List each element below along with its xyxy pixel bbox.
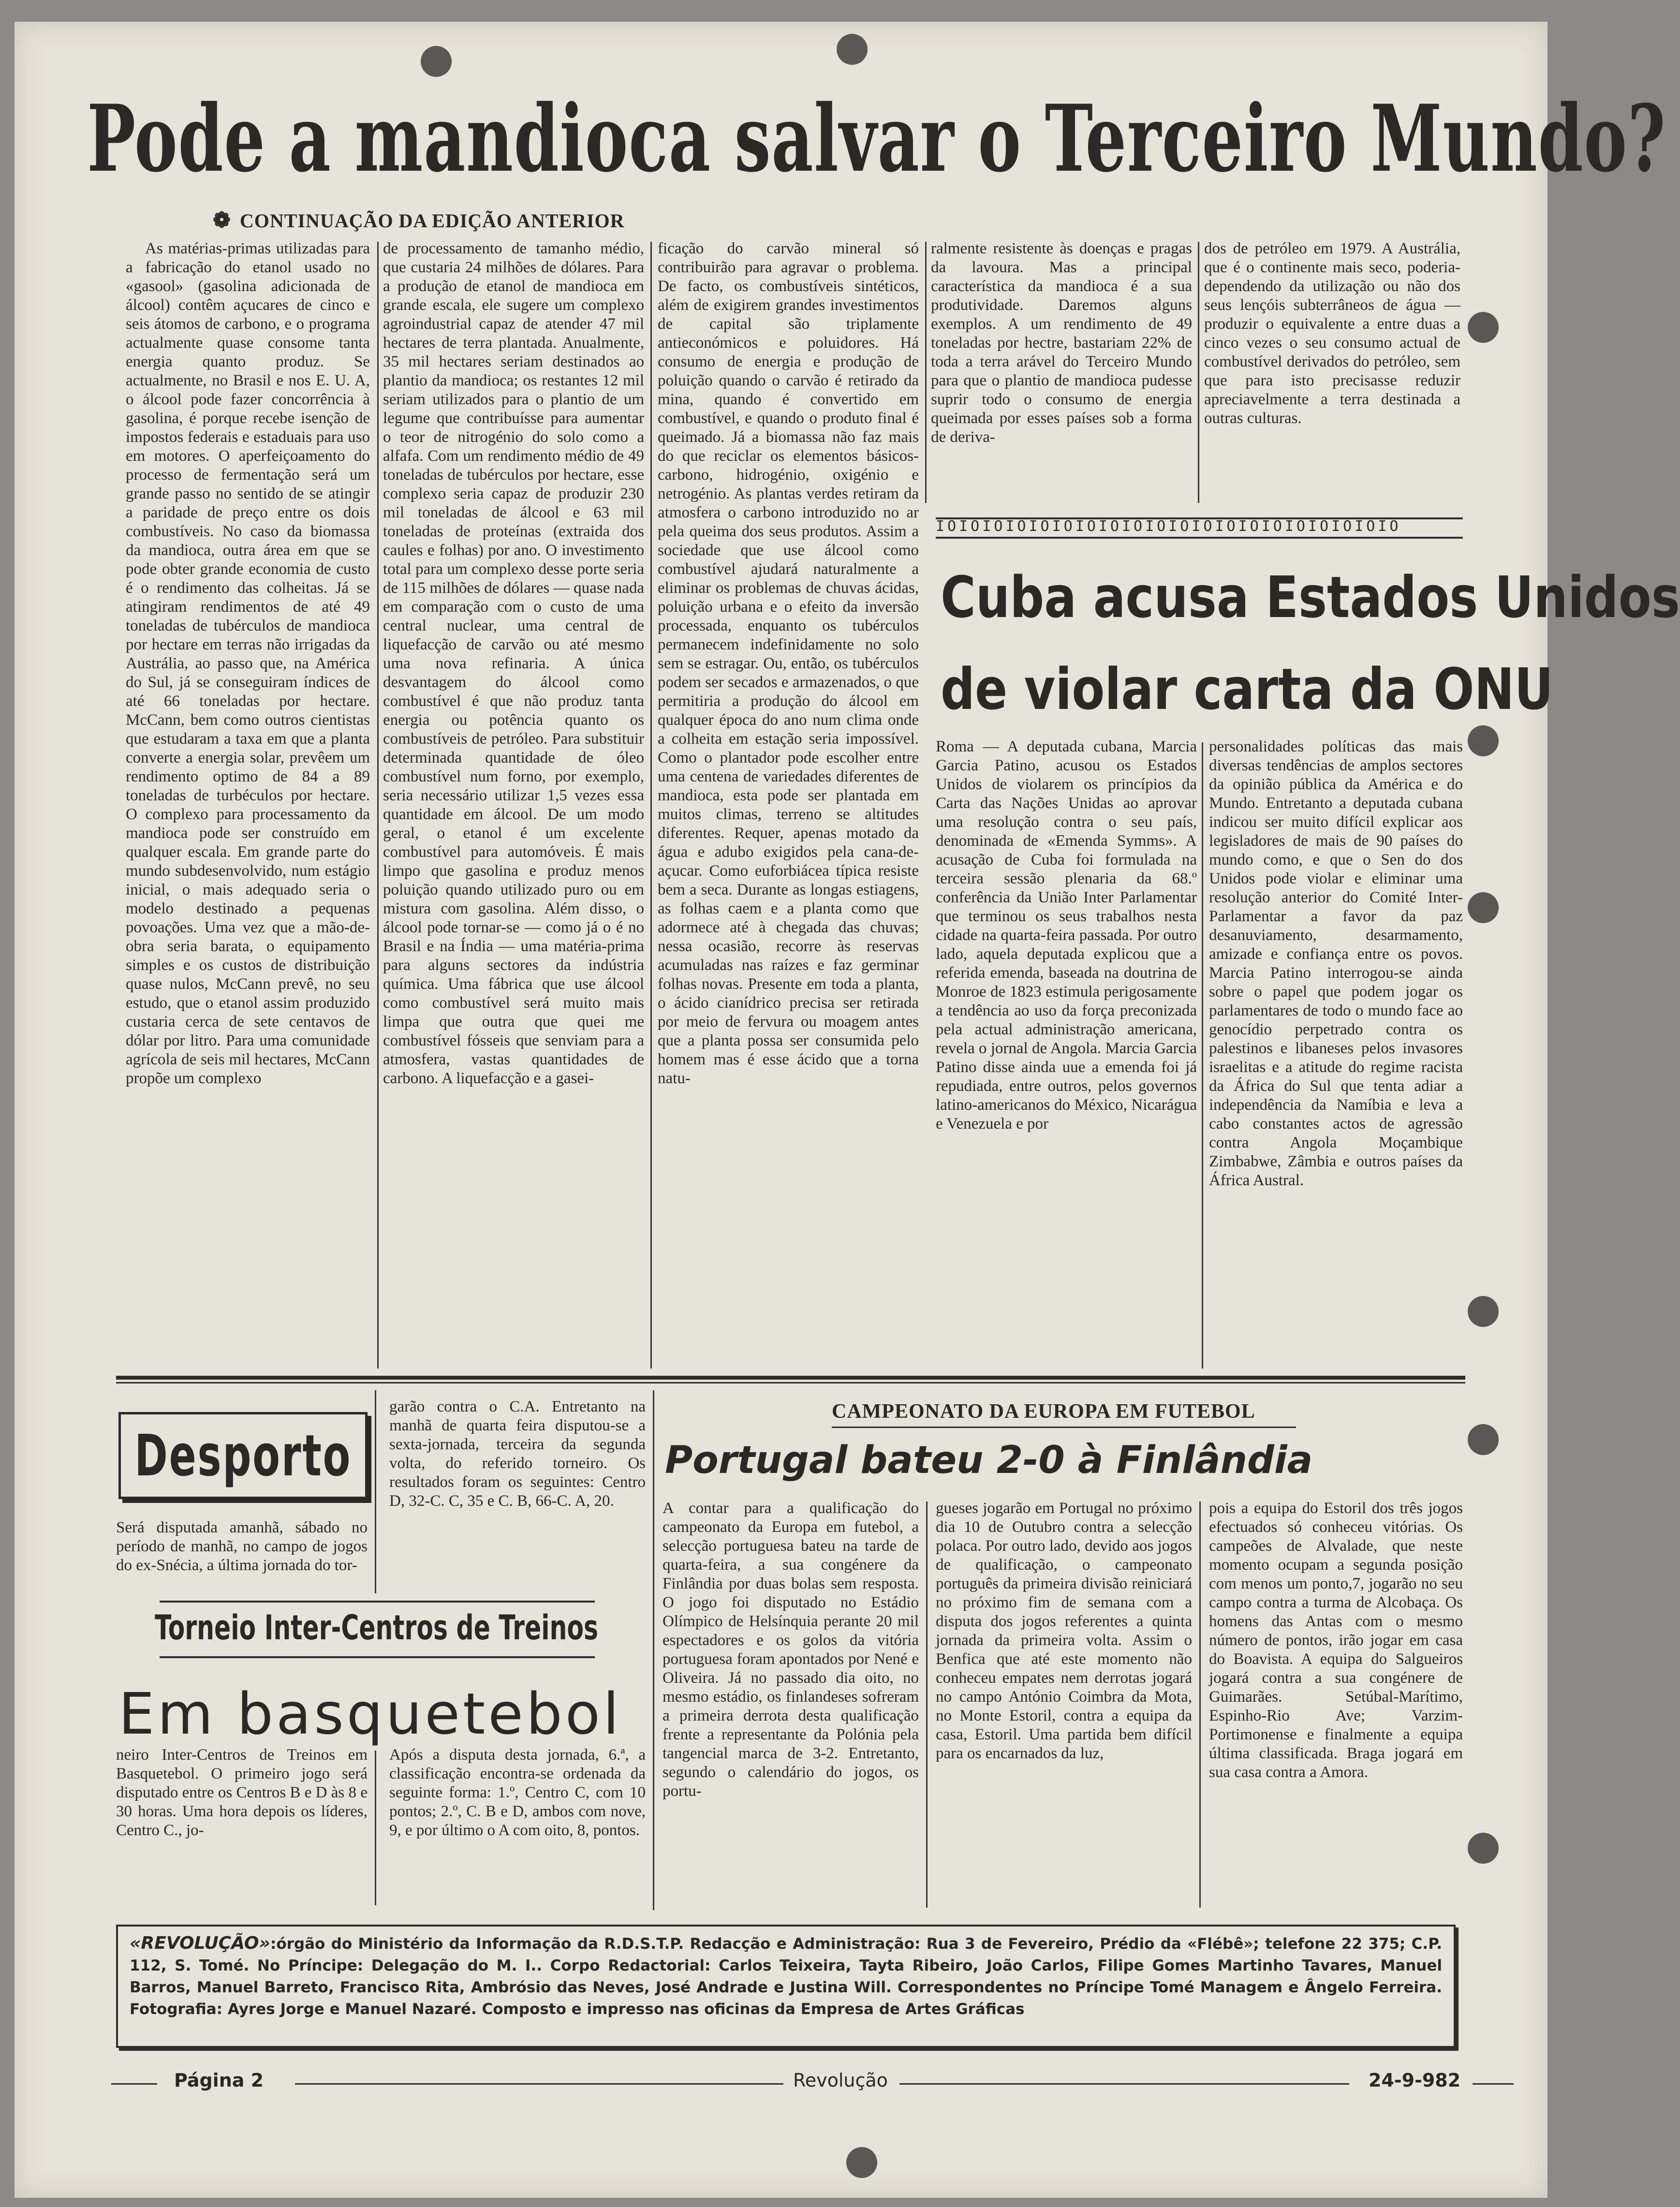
section-divider bbox=[160, 1656, 595, 1658]
footer-paper-name: Revolução bbox=[793, 2070, 888, 2091]
imprint-title: «REVOLUÇÃO» bbox=[130, 1933, 270, 1953]
futebol-headline: Portugal bateu 2-0 à Finlândia bbox=[665, 1439, 1313, 1482]
punch-hole bbox=[1468, 725, 1499, 756]
column-divider bbox=[925, 242, 927, 503]
column-divider bbox=[1198, 242, 1199, 503]
basquetebol-column-1: neiro Inter-Centros de Treinos em Basquetebol. O primeiro jogo será disputado entre os Centros B e D às 8 e 30 horas. Uma hora depois os líderes, Centro C., jo- bbox=[116, 1746, 368, 1839]
page-footer bbox=[111, 2070, 1460, 2099]
futebol-kicker: CAMPEONATO DA EUROPA EM FUTEBOL bbox=[832, 1400, 1255, 1423]
punch-hole bbox=[1468, 892, 1499, 923]
footer-date: 24-9-982 bbox=[1369, 2070, 1461, 2091]
column-divider bbox=[377, 242, 379, 1368]
futebol-column-1: A contar para a qualificação do campeonato da Europa em futebol, a selecção portuguesa bateu na tarde de quarta-feira, a sua congénere da Finlândia por duas bolas sem resposta. O jogo foi disputado no Estádio Olímpico de Helsínquia perante 20 mil espectadores e os golos da vitória portuguesa foram apontados por Nené e Oliveira. Já no passado dia oito, no mesmo estádio, os finlandeses sofreram a primeira derrota desta qualificação frente a representante da Polónia pela tangencial marca de 3-2. Entretanto, segundo o calendário do jogos, os portu- bbox=[663, 1500, 919, 1800]
mandioca-column-2: de processamento de tamanho médio, que custaria 24 milhões de dólares. Para a produção de etanol de mandioca em grande escala, ele sugere um complexo agroindustrial capaz de atender 47 mil hectares de terra plantada. Anualmente, 35 mil hectares seriam destinados ao plantio da mandioca; os restantes 12 mil seriam utilizados para o plantio de um legume que contribuísse para aumentar o teor de nitrogénio do solo como a alfafa. Com um rendimento médio de 49 toneladas de tubérculos por hectare, esse complexo seria capaz de produzir 230 mil toneladas de álcool e 63 mil toneladas de proteínas (extraida dos caules e folhas) por ano. O investimento total para um complexo desse porte seria de 115 milhões de dólares — quase nada em comparação com o custo de uma central nuclear, uma central de liquefacção de carvão ou até mesmo uma nova refinaria. A única desvantagem do álcool como combustível é que não produz tanta energia ou potência quanto os combustíveis de petróleo. Para substituir determinada quantidade de óleo combustível num forno, por exemplo, seria necessário utilizar 1,5 vezes essa quantidade em álcool. De um modo geral, o etanol é um excelente combustível para automóveis. É mais limpo que gasolina e produz menos poluição quando utilizado puro ou em mistura com gasolina. Além disso, o álcool pode tornar-se — como já o é no Brasil e na Índia — uma matéria-prima para alguns sectores da indústria química. Uma fábrica que use álcool como combustível será muito mais limpa que outra que quei me combustível fósseis que senviam para a atmosfera, vastas quantidades de carbono. A liquefacção e a gasei- bbox=[383, 240, 644, 1087]
footer-rule bbox=[111, 2083, 157, 2085]
footer-rule bbox=[899, 2083, 1349, 2085]
column-divider bbox=[375, 1390, 376, 1593]
column-divider bbox=[650, 242, 652, 1368]
punch-hole bbox=[421, 46, 452, 77]
decorative-border: IOIOIOIOIOIOIOIOIOIOIOIOIOIOIOIOIOIOIOIO bbox=[936, 517, 1463, 539]
mandioca-column-3: ficação do carvão mineral só contribuirão para agravar o problema. De facto, os combustíveis sintéticos, além de exigirem grandes investimentos de capital são triplamente antieconómicos e poluidores. Há consumo de energia e produção de poluição quando o carvão é retirado da mina, quando é convertido em combustível, e quando o produto final é queimado. Já a biomassa não faz mais do que reciclar os elementos básicos-carbono, hidrogénio, oxigénio e netrogénio. As plantas verdes retiram da atmosfera o carbono introduzido no ar pela queima dos seus produtos. Assim a sociedade que use álcool como combustível ajudará naturalmente a eliminar os problemas de chuvas ácidas, poluição urbana e o efeito da inversão processada, enquanto os tubérculos permanecem indefinidamente no solo sem se estragar. Ou, então, os tubérculos podem ser secados e armazenados, o que permitiria a produção do álcool em qualquer época do ano num clima onde a colheita em estação seria impossível. Como o plantador pode escolher entre uma centena de variedades diferentes de mandioca, esta pode ser plantada em muitos climas, terreno se altitudes diferentes. Requer, apenas motado da água e adubo exigidos pela cana-de-açucar. Como euforbiácea típica resiste bem a seca. Durante as longas estiagens, as folhas caem e a planta como que adormece até à chegada das chuvas; nessa ocasião, recorre às reservas acumuladas nas raízes e faz germinar folhas novas. Presente em toda a planta, o ácido cianídrico precisa ser retirada por meio de fervura ou moagem antes que a planta possa ser consumida pelo homem mas é esse ácido que a torna natu- bbox=[658, 240, 919, 1087]
cuba-column-1: Roma — A deputada cubana, Marcia Garcia Patino, acusou os Estados Unidos de violarem os princípios da Carta das Nações Unidas ao aprovar uma resolução contra o seu país, denominada de «Emenda Symms». A acusação de Cuba foi formulada na terceira sessão plenaria da 68.º conferência da União Inter Parlamentar que terminou os seus trabalhos nesta cidade na quarta-feira passada. Por outro lado, aquela deputada explicou que a referida emenda, baseada na doutrina de Monroe de 1823 estimula perigosamente a tendência ao uso da força preconizada pela actual administração americana, revela o jornal de Angola. Marcia Garcia Patino disse ainda uue a emenda foi já repudiada, entre outros, pelos governos latino-americanos do México, Nicarágua e Venezuela e por bbox=[936, 738, 1197, 1133]
desporto-label: Desporto bbox=[134, 1422, 352, 1489]
section-divider bbox=[116, 1376, 1465, 1380]
section-divider bbox=[160, 1601, 595, 1603]
cuba-headline bbox=[941, 551, 1680, 735]
footer-page-number: Página 2 bbox=[174, 2070, 264, 2091]
footer-rule bbox=[1473, 2083, 1514, 2085]
footer-rule bbox=[295, 2083, 783, 2085]
section-divider bbox=[116, 1382, 1465, 1383]
cuba-headline-line-2: de violar carta da ONU bbox=[941, 656, 1553, 722]
punch-hole bbox=[1468, 1424, 1499, 1455]
desporto-column-2: garão contra o C.A. Entretanto na manhã de quarta feira disputou-se a sexta-jornada, terceira da segunda volta, do referido torneiro. Os resultados foram os seguintes: Centro D, 32-C. C, 35 e C. B, 66-C. A, 20. bbox=[389, 1398, 646, 1510]
futebol-column-3: pois a equipa do Estoril dos três jogos efectuados só conheceu vitórias. Os campeões de Alvalade, que neste momento ocupam a segunda posição com menos um ponto,7, jogarão no seu campo contra a turma de Alcobaça. Os homens das Antas com o mesmo número de pontos, irão jogar em casa do Boavista. A equipa do Salgueiros jogará contra a sua congénere de Guimarães. Setúbal-Marítimo, Espinho-Rio Ave; Varzim-Portimonense e finalmente a equipa última classificada. Braga jogará em sua casa contra a Amora. bbox=[1209, 1500, 1463, 1781]
futebol-column-2: gueses jogarão em Portugal no próximo dia 10 de Outubro contra a selecção polaca. Por outro lado, devido aos jogos de qualificação, o campeonato português da primeira divisão reiniciará no próximo fim de semana com a disputa dos jogos referentes a quinta jornada da primeira volta. Assim o Benfica que até este momento não conheceu empates nem derrotas jogará no campo António Coimbra da Mota, no Monte Estoril, contra a equipa da casa, Estoril. Uma partida bem difícil para os encarnados da luz, bbox=[936, 1500, 1192, 1762]
desporto-intro: Será disputada amanhã, sábado no período de manhã, no campo de jogos do ex-Snécia, a última jornada do tor- bbox=[116, 1519, 368, 1574]
asterism-icon: ❁ bbox=[213, 208, 231, 232]
imprint-box bbox=[116, 1925, 1456, 2048]
continuation-note: ❁ CONTINUAÇÃO DA EDIÇÃO ANTERIOR bbox=[213, 208, 625, 232]
basquetebol-title: Em basquetebol bbox=[118, 1680, 622, 1747]
newspaper-page bbox=[15, 22, 1680, 2198]
cuba-headline-line-1: Cuba acusa Estados Unidos bbox=[941, 564, 1680, 631]
mandioca-column-5: dos de petróleo em 1979. A Austrália, que é o continente mais seco, poderia-dependendo da utilização ou não dos seus lençóis subterrâneos de água — produzir o equivalente a entre duas a cinco vezes o seu consumo actual de combustível derivados do petróleo, sem que para isto precisasse reduzir apreciavelmente a terra destinada a outras culturas. bbox=[1204, 240, 1460, 427]
column-divider bbox=[1199, 1501, 1201, 1908]
column-divider bbox=[375, 1751, 376, 1905]
punch-hole bbox=[1468, 1296, 1499, 1327]
torneio-title: Torneio Inter-Centros de Treinos bbox=[155, 1608, 598, 1648]
punch-hole bbox=[1468, 1833, 1499, 1864]
column-divider bbox=[1202, 742, 1203, 1368]
punch-hole bbox=[846, 2147, 877, 2178]
mandioca-column-4: ralmente resistente às doenças e pragas da lavoura. Mas a principal característica da mandioca é a sua produtividade. Daremos alguns exemplos. A um rendimento de 49 toneladas por hectre, bastariam 22% de toda a terra arável do Terceiro Mundo para que o plantio de mandioca pudesse suprir todo o consumo de energia queimada por esses países sob a forma de deriva- bbox=[931, 240, 1192, 446]
desporto-box bbox=[118, 1412, 368, 1499]
section-divider-vertical bbox=[653, 1390, 654, 1910]
main-headline: Pode a mandioca salvar o Terceiro Mundo? bbox=[87, 85, 1666, 192]
cuba-column-2: personalidades políticas das mais diversas tendências de amplos sectores da opinião pública da América e do Mundo. Entretanto a deputada cubana indicou ser muito difícil explicar aos legisladores de mais de 90 países do mundo como, e que o Sen do dos Unidos pode violar e eliminar uma resolução anterior do Comité Inter-Parlamentar a favor da paz desanuviamento, desarmamento, amizade e confiança entre os povos. Marcia Patino interrogou-se ainda sobre o papel que podem jogar os parlamentares de todo o mundo face ao genocídio perpetrado contra os palestinos e libaneses pelos invasores israelitas e a atitude do regime racista da África do Sul que tenta adiar a independência da Namíbia e leva a cabo constantes actos de agressão contra Angola Moçambique Zimbabwe, Zâmbia e outros países da África Austral. bbox=[1209, 738, 1463, 1189]
imprint-text: :órgão do Ministério da Informação da R.D.S.T.P. Redacção e Administração: Rua 3 de Fevereiro, Prédio da «Flébê»; telefone 22 375; C.P. 112, S. Tomé. No Príncipe: Delegação do M. I.. Corpo Redactorial: Carlos Teixeira, Tayta Ribeiro, João Carlos, Filipe Gomes Martinho Tavares, Manuel Barros, Manuel Barreto, Francisco Rita, Ambrósio das Neves, José Andrade e Justina Will. Correspondentes no Príncipe Tomé Managem e Ângelo Ferreira. Fotografia: Ayres Jorge e Manuel Nazaré. Composto e impresso nas oficinas da Empresa de Artes Gráficas bbox=[130, 1935, 1442, 2018]
punch-hole bbox=[837, 34, 868, 65]
column-divider bbox=[926, 1501, 928, 1908]
mandioca-column-1: As matérias-primas utilizadas para a fabricação do etanol usado no «gasool» (gasolina adicionada de álcool) contêm açucares de cinco e seis átomos de carbono, e o programa actualmente quase consome tanta energia quanto produz. Se actualmente, no Brasil e nos E. U. A, o álcool pode fazer concorrência à gasolina, é porque recebe isenção de impostos federais e estaduais para uso em motores. O aperfeiçoamento do processo de fermentação será um grande passo no sentido de se atingir a paridade de preço entre os dois combustíveis. No caso da biomassa da mandioca, outra área em que se pode obter grande economia de custo é o rendimento das colheitas. Já se atingiram rendimentos de até 49 toneladas de tubérculos de mandioca por hectare em terras não irrigadas da Austrália, ao passo que, na América do Sul, já se conseguiram índices de até 66 toneladas por hectare. McCann, bem como outros cientistas que estudaram a taxa em que a planta converte a energia solar, prevêem um rendimento optimo de 84 a 89 toneladas de turbéculos por hectare. O complexo para processamento da mandioca pode ser construído em qualquer escala. Em grande parte do mundo subdesenvolvido, num estágio inicial, o mais adequado seria o modelo destinado a pequenas povoações. Uma vez que a mão-de-obra seria barata, o equipamento simples e os custos de distribuição quase nulos, McCann prevê, no seu estudo, que o etanol assim produzido custaria cerca de sete centavos de dólar por litro. Para uma comunidade agrícola de seis mil hectares, McCann propõe um complexo bbox=[126, 240, 370, 1087]
punch-hole bbox=[1468, 312, 1499, 343]
basquetebol-column-2: Após a disputa desta jornada, 6.ª, a classificação encontra-se ordenada da seguinte forma: 1.º, Centro C, com 10 pontos; 2.º, C. B e D, ambos com nove, 9, e por último o A com oito, 8, pontos. bbox=[389, 1746, 646, 1839]
kicker-underline bbox=[832, 1427, 1296, 1428]
